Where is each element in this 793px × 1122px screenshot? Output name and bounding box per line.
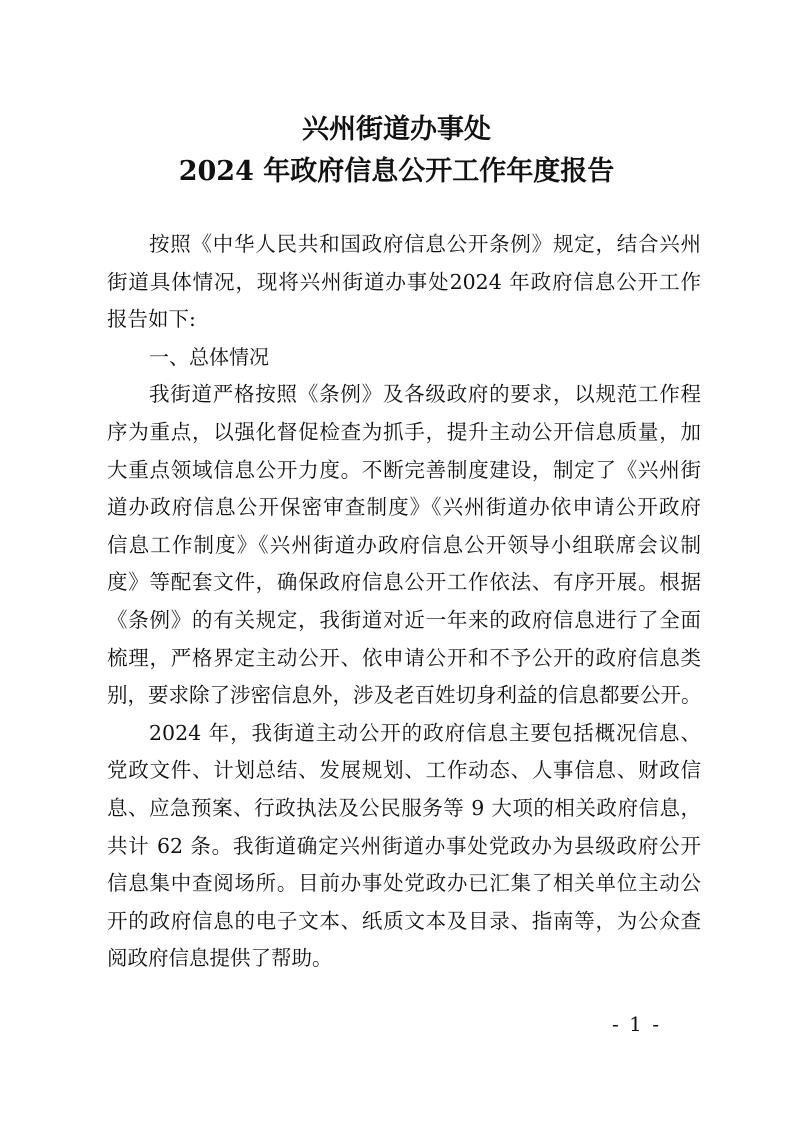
page-number: - 1 - (612, 1012, 661, 1036)
text-line: 党政文件、计划总结、发展规划、工作动态、人事信息、财政信 (107, 758, 701, 783)
text-line: 度》等配套文件，确保政府信息公开工作依法、有序开展。根据 (107, 570, 701, 595)
paragraph-overview (107, 376, 701, 714)
text-line: 息、应急预案、行政执法及公民服务等 9 大项的相关政府信息， (107, 795, 701, 820)
text-line: 街道具体情况，现将兴州街道办事处2024 年政府信息公开工作 (107, 269, 701, 294)
text-line: 道办政府信息公开保密审查制度》《兴州街道办依申请公开政府 (107, 495, 701, 520)
document-title-line1: 兴州街道办事处 (302, 114, 491, 145)
document-title-line2: 2024 年政府信息公开工作年度报告 (178, 156, 615, 187)
text-line: 信息集中查阅场所。目前办事处党政办已汇集了相关单位主动公 (107, 871, 701, 896)
text-line: 阅政府信息提供了帮助。 (107, 946, 333, 971)
text-line: 信息工作制度》《兴州街道办政府信息公开领导小组联席会议制 (107, 532, 701, 557)
text-line: 共计 62 条。我街道确定兴州街道办事处党政办为县级政府公开 (107, 833, 701, 858)
text-line: 《条例》的有关规定，我街道对近一年来的政府信息进行了全面 (107, 607, 701, 632)
text-line: 2024 年，我街道主动公开的政府信息主要包括概况信息、 (149, 720, 701, 745)
paragraph-2024 (107, 715, 701, 978)
text-line: 开的政府信息的电子文本、纸质文本及目录、指南等，为公众查 (107, 908, 701, 933)
text-line: 我街道严格按照《条例》及各级政府的要求，以规范工作程 (149, 382, 701, 407)
text-line: 大重点领域信息公开力度。不断完善制度建设，制定了《兴州街 (107, 457, 701, 482)
document-body (107, 226, 701, 978)
section-heading: 一、总体情况 (149, 344, 269, 369)
text-line: 别，要求除了涉密信息外，涉及老百姓切身利益的信息都要公开。 (107, 683, 701, 708)
text-line: 报告如下: (107, 307, 196, 332)
text-line: 梳理，严格界定主动公开、依申请公开和不予公开的政府信息类 (107, 645, 701, 670)
text-line: 按照《中华人民共和国政府信息公开条例》规定，结合兴州 (149, 232, 701, 256)
intro-paragraph (107, 226, 701, 339)
text-line: 序为重点，以强化督促检查为抓手，提升主动公开信息质量，加 (107, 419, 701, 444)
